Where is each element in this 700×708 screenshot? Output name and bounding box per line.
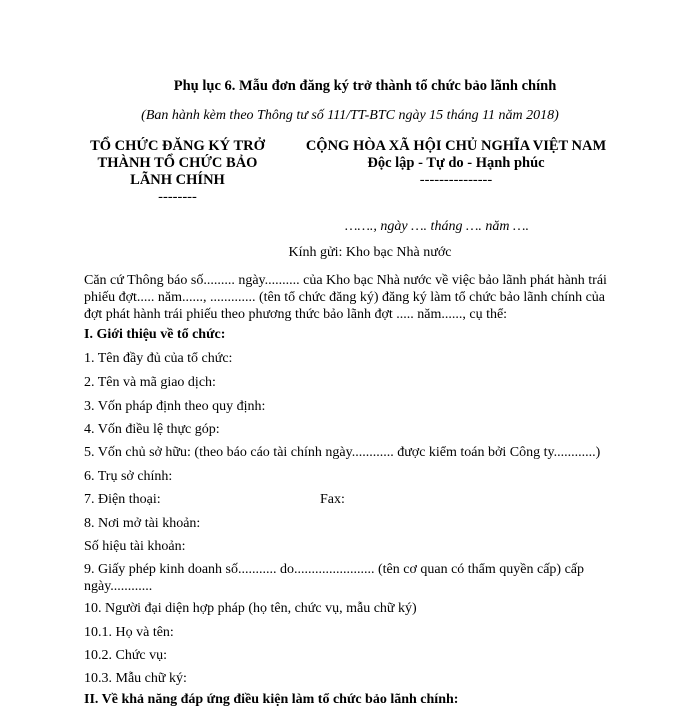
item-legal-representative: 10. Người đại diện hợp pháp (họ tên, chức vụ, mẫu chữ ký)	[84, 601, 417, 616]
item-rep-name: 10.1. Họ và tên:	[84, 625, 174, 640]
org-separator: --------	[158, 189, 197, 205]
section-2-heading: II. Về khả năng đáp ứng điều kiện làm tổ chức bảo lãnh chính:	[84, 692, 459, 707]
national-header	[282, 138, 630, 189]
intro-paragraph: Căn cứ Thông báo số......... ngày.......... của Kho bạc Nhà nước về việc bảo lãnh phát hành trái phiếu đợt..... năm......, ............. (tên tổ chức đăng ký) đăng ký làm tổ chức bảo lãnh chính của đợt phát hành trái phiếu theo phương thức bảo lãnh đợt ..... năm......, cụ thể:	[84, 273, 607, 322]
item-fax: Fax:	[320, 492, 345, 507]
item-rep-position: 10.2. Chức vụ:	[84, 648, 168, 663]
appendix-subtitle: (Ban hành kèm theo Thông tư số 111/TT-BTC ngày 15 tháng 11 năm 2018)	[141, 108, 559, 123]
item-business-license: 9. Giấy phép kinh doanh số........... do....................... (tên cơ quan có thẩm quyền cấp) cấp ngày............	[84, 562, 585, 594]
item-trade-name: 2. Tên và mã giao dịch:	[84, 375, 216, 390]
item-legal-capital: 3. Vốn pháp định theo quy định:	[84, 399, 266, 414]
item-bank: 8. Nơi mở tài khoản:	[84, 516, 201, 531]
item-owner-equity: 5. Vốn chủ sở hữu: (theo báo cáo tài chính ngày............ được kiểm toán bởi Công ty............)	[84, 445, 601, 460]
recipient-line: Kính gửi: Kho bạc Nhà nước	[288, 245, 452, 260]
section-1-heading: I. Giới thiệu về tổ chức:	[84, 327, 226, 342]
item-account-number: Số hiệu tài khoản:	[84, 539, 186, 554]
national-motto: Độc lập - Tự do - Hạnh phúc	[367, 155, 545, 171]
item-full-name: 1. Tên đầy đủ của tổ chức:	[84, 351, 233, 366]
item-rep-signature: 10.3. Mẫu chữ ký:	[84, 671, 187, 686]
item-head-office: 6. Trụ sở chính:	[84, 469, 173, 484]
org-header	[80, 138, 275, 206]
nation-name: CỘNG HÒA XÃ HỘI CHỦ NGHĨA VIỆT NAM	[305, 138, 607, 154]
item-phone: 7. Điện thoại:	[84, 492, 161, 507]
org-name: TỔ CHỨC ĐĂNG KÝ TRỞ THÀNH TỔ CHỨC BẢO LÃNH CHÍNH	[90, 138, 265, 188]
appendix-title: Phụ lục 6. Mẫu đơn đăng ký trở thành tổ chức bảo lãnh chính	[173, 78, 557, 94]
item-charter-capital: 4. Vốn điều lệ thực góp:	[84, 422, 220, 437]
motto-separator: ---------------	[419, 172, 493, 188]
date-line: ……., ngày …. tháng …. năm ….	[345, 219, 529, 234]
